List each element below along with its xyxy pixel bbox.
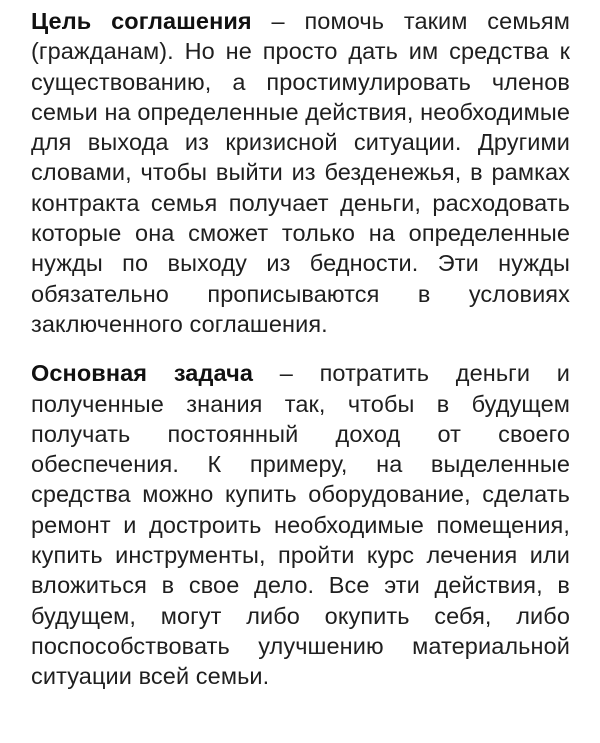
paragraph-agreement-goal xyxy=(31,6,570,339)
term-main-task: Основная задача xyxy=(31,360,253,387)
paragraph-main-task-body: – потратить деньги и полученные знания так, чтобы в будущем получать постоянный доход от своего обеспечения. К примеру, на выделенные средства можно купить оборудование, сделать ремонт и достроить необходимые помещения, купить инструменты, пройти курс лечения или вложиться в свое дело. Все эти действия, в будущем, могут либо окупить себя, либо поспособствовать улучшению материальной ситуации всей семьи. xyxy=(31,360,571,690)
paragraph-agreement-goal-body: – помочь таким семьям (гражданам). Но не просто дать им средства к существованию, а простимулировать членов семьи на определенные действия, необходимые для выхода из кризисной ситуации. Другими словами, чтобы выйти из безденежья, в рамках контракта семья получает деньги, расходовать которые она сможет только на определенные нужды по выходу из бедности. Эти нужды обязательно прописываются в условиях заключенного соглашения. xyxy=(31,8,571,337)
term-agreement-goal: Цель соглашения xyxy=(31,8,252,34)
paragraph-main-task xyxy=(31,358,570,691)
